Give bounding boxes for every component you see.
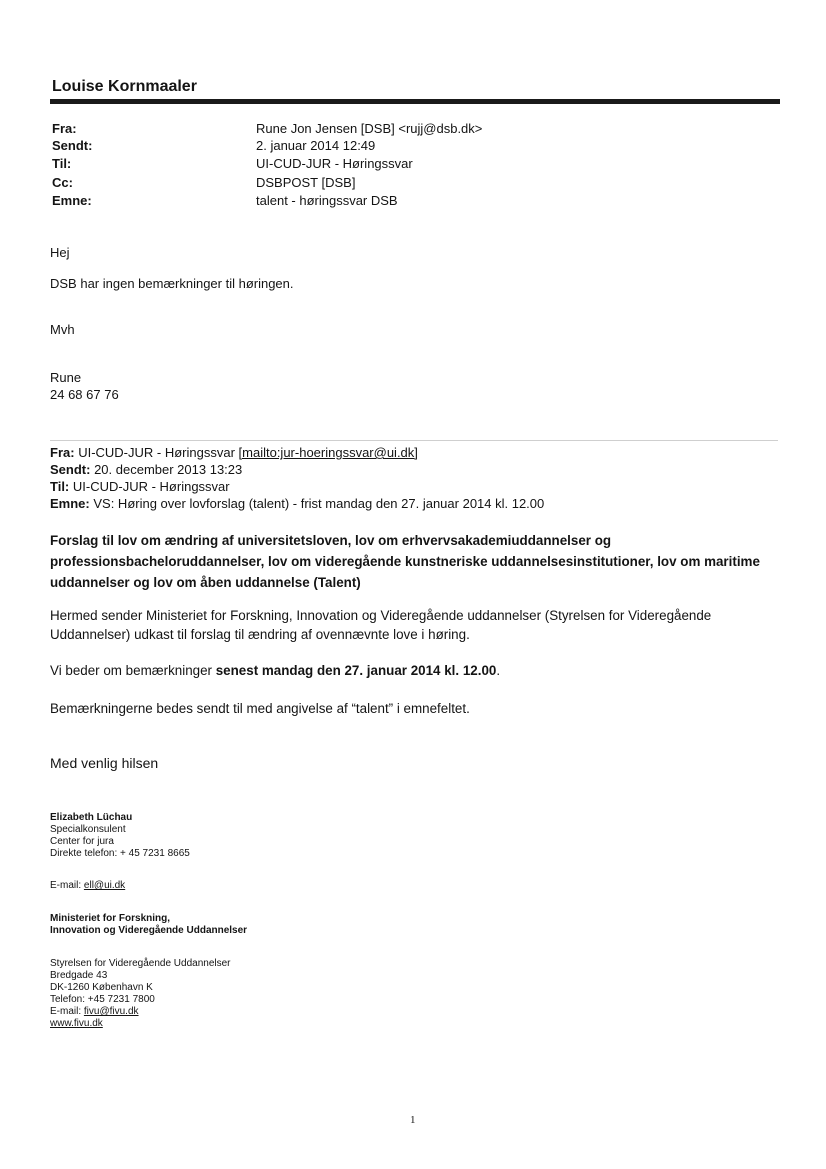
signature-direct-phone: Direkte telefon: + 45 7231 8665 [50, 848, 190, 859]
sent-label: Sendt: [52, 138, 93, 153]
fwd-to-value: UI-CUD-JUR - Høringssvar [72, 479, 230, 494]
fwd-sent-value: 20. december 2013 13:23 [94, 462, 243, 477]
agency-street: Bredgade 43 [50, 970, 108, 981]
fwd-from-line [50, 445, 418, 460]
fwd-sent-label: Sendt: [50, 462, 91, 477]
from-value: Rune Jon Jensen [DSB] <rujj@dsb.dk> [256, 121, 483, 136]
fwd-from-value: UI-CUD-JUR - Høringssvar [78, 445, 235, 460]
ministry-line-1: Ministeriet for Forskning, [50, 913, 171, 924]
to-value: UI-CUD-JUR - Høringssvar [256, 156, 413, 171]
paragraph-3: Bemærkningerne bedes sendt til med angivelse af “talent” i emnefeltet. [50, 701, 470, 716]
fwd-subject-value: VS: Høring over lovforslag (talent) - frist mandag den 27. januar 2014 kl. 12.00 [93, 496, 545, 511]
from-label: Fra: [52, 121, 77, 136]
reply-phone: 24 68 67 76 [50, 387, 119, 402]
fwd-subject-label: Emne: [50, 496, 90, 511]
subject-value: talent - høringssvar DSB [256, 193, 398, 208]
paragraph-2-suffix: . [496, 663, 501, 678]
fwd-mailto-link[interactable]: [mailto:jur-hoeringssvar@ui.dk] [238, 445, 418, 460]
cc-label: Cc: [52, 175, 73, 190]
header-rule [50, 99, 780, 104]
agency-email-link[interactable]: fivu@fivu.dk [83, 1006, 139, 1017]
to-label: Til: [52, 156, 72, 171]
paragraph-1: Hermed sender Ministeriet for Forskning, Innovation og Videregående uddannelser (Styrelsen for Videregående Uddannelser) udkast til forslag til ændring af ovennævnte love i høring. [50, 608, 712, 642]
subject-label: Emne: [52, 193, 92, 208]
paragraph-2-prefix: Vi beder om bemærkninger [50, 663, 216, 678]
fwd-to-label: Til: [50, 479, 70, 494]
signature-name: Elizabeth Lüchau [50, 812, 133, 823]
paragraph-2 [50, 661, 780, 680]
reply-name: Rune [50, 370, 82, 385]
sent-value: 2. januar 2014 12:49 [256, 138, 376, 153]
signature-department: Center for jura [50, 836, 114, 847]
cc-value: DSBPOST [DSB] [256, 175, 356, 190]
fwd-from-label: Fra: [50, 445, 75, 460]
agency-email-line [50, 1006, 139, 1018]
agency-name: Styrelsen for Videregående Uddannelser [50, 958, 231, 969]
fwd-sent-line [50, 462, 242, 477]
agency-phone: Telefon: +45 7231 7800 [50, 994, 155, 1005]
sender-name: Louise Kornmaaler [52, 78, 197, 95]
signature-email-label: E-mail: [50, 880, 84, 891]
reply-message: DSB har ingen bemærkninger til høringen. [50, 276, 294, 291]
deadline: senest mandag den 27. januar 2014 kl. 12.00 [215, 663, 497, 678]
signature-title: Specialkonsulent [50, 824, 126, 835]
agency-city: DK-1260 København K [50, 982, 153, 993]
fwd-to-line [50, 479, 230, 494]
bill-title: Forslag til lov om ændring af universitetsloven, lov om erhvervsakademiuddannelser og professionsbacheloruddannelser, lov om videregående kunstneriske uddannelsesinstitutioner, lov om maritime uddannelser og lov om åben uddannelse (Talent) [50, 533, 760, 590]
agency-website-link[interactable]: www.fivu.dk [50, 1018, 103, 1029]
agency-email-label: E-mail: [50, 1006, 84, 1017]
regards: Med venlig hilsen [50, 755, 159, 771]
ministry-line-2: Innovation og Videregående Uddannelser [50, 925, 248, 936]
signature-email-link[interactable]: ell@ui.dk [83, 880, 126, 891]
signature-email-line [50, 880, 125, 892]
page-number: 1 [410, 1114, 416, 1126]
closing: Mvh [50, 322, 75, 337]
greeting: Hej [50, 245, 70, 260]
forward-divider [50, 440, 778, 441]
fwd-subject-line [50, 496, 544, 511]
